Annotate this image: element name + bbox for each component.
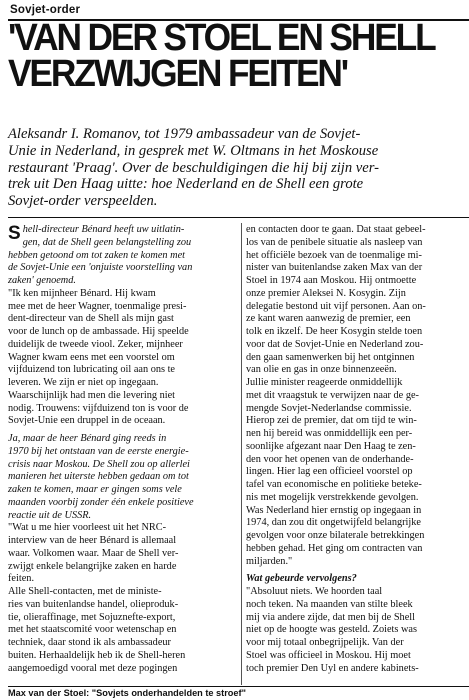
text-line: buiten. Herhaaldelijk heb ik de Shell-heren — [8, 649, 186, 661]
text-line: Sovjet-Unie een druppel in de oceaan. — [8, 415, 166, 427]
text-line: Stoel was officieel in Moskou. Hij moet — [246, 649, 411, 661]
text-line: gen, dat de Shell geen belangstelling zou — [22, 236, 192, 248]
text-line: den gaan samenwerken bij het ontginnen — [246, 351, 415, 363]
text-line: duidelijk de tweede viool. Zeker, mijnheer — [8, 338, 183, 350]
column-divider — [241, 223, 242, 685]
text-line: noch teken. Na maanden van stilte bleek — [246, 598, 413, 610]
left-para-2 — [8, 288, 236, 428]
footer-rule — [8, 686, 469, 687]
text-line: toch premier Den Uyl en andere kabinets- — [246, 662, 419, 674]
text-line: delegatie bestond uit vijf personen. Aan on- — [246, 300, 426, 312]
text-line: met dit vraagstuk te verwijzen naar de ge- — [246, 389, 419, 401]
intro-paragraph — [8, 126, 469, 210]
intro-line: Sovjet-order verspeelden. — [8, 193, 158, 210]
intro-line: restaurant 'Praag'. Over de beschuldigingen die hij bij zijn ver- — [8, 159, 380, 176]
right-column — [246, 224, 469, 675]
text-line: voor dat de Sovjet-Unie en Nederland zou- — [246, 338, 424, 350]
subheading: Wat gebeurde vervolgens? — [246, 573, 357, 585]
photo-caption: Max van der Stoel: "Sovjets onderhandelden te stroef" — [8, 688, 246, 698]
text-line: los van de penibele situatie als nasleep van — [246, 236, 423, 248]
text-line: "Wat u me hier voorleest uit het NRC- — [8, 522, 167, 534]
intro-line: trek uit Den Haag uitte: hoe Nederland en de Shell een grote — [8, 176, 364, 193]
text-line: nis met mogelijk verstrekkende gevolgen. — [246, 491, 419, 503]
drop-cap: S — [8, 223, 21, 244]
text-line: vijfduizend ton lubricating oil aan ons te — [8, 364, 175, 376]
text-line: Ja, maar de heer Bénard ging reeds in — [8, 433, 167, 444]
intro-line: Unie in Nederland, in gesprek met W. Oltmans in het Moskouse — [8, 142, 379, 159]
text-line: hebben getoond om tot zaken te komen met — [8, 249, 185, 261]
text-line: "Ik ken mijnheer Bénard. Hij kwam — [8, 287, 156, 299]
text-line: den voor het openen van de onderhande- — [246, 453, 414, 465]
text-line: miljarden." — [246, 555, 293, 567]
text-line: mij via andere zijde, dat men bij de Shell — [246, 611, 415, 623]
text-line: techniek, daar stond ik als ambassadeur — [8, 637, 171, 648]
right-para-1 — [246, 224, 469, 377]
headline-line: 'VAN DER STOEL EN SHELL — [8, 17, 435, 59]
text-line: interview van de heer Bénard is allemaal — [8, 535, 177, 546]
text-line: crisis naar Moskou. De Shell zou op allerlei — [8, 458, 190, 470]
text-line: zaken te komen, maar er gingen soms vele — [8, 484, 182, 495]
text-line: voor mij totaal onbegrijpelijk. Van der — [246, 637, 404, 648]
text-line: van olie en gas in onze binnenzeeën. — [246, 364, 397, 376]
text-line: maanden voorbij zonder één enkele positieve — [8, 496, 194, 508]
left-para-5 — [8, 586, 236, 675]
intro-line: Aleksandr I. Romanov, tot 1979 ambassadeur van de Sovjet- — [8, 126, 361, 142]
right-para-2 — [246, 377, 469, 568]
text-line: tafel van economische en politieke beteke- — [246, 479, 422, 490]
section-label: Sovjet-order — [10, 4, 81, 16]
text-line: de Sovjet-Unie een 'onjuiste voorstelling van — [8, 262, 193, 274]
text-line: soonlijke afgezant naar Den Haag te zen- — [246, 440, 416, 452]
headline — [8, 17, 445, 95]
text-line: ries van buitenlandse handel, olieproduk- — [8, 598, 179, 610]
text-line: nister van buitenlandse zaken Max van der — [246, 262, 423, 274]
text-line: en contacten door te gaan. Dat staat gebeel- — [246, 224, 426, 235]
right-para-3 — [246, 586, 469, 675]
left-column — [8, 224, 236, 675]
text-line: "Absoluut niets. We hoorden taal — [246, 586, 383, 597]
text-line: waar. Volkomen waar. Maar de Shell ver- — [8, 547, 179, 559]
left-para-4 — [8, 522, 236, 586]
text-line: nodig. Trouwens: vijfduizend ton is voor de — [8, 402, 189, 414]
headline-line: VERZWIJGEN FEITEN' — [8, 53, 348, 95]
text-line: nen hij bereid was onmiddellijk een per- — [246, 428, 413, 439]
text-line: voor de lunch op de ambassade. Hij speelde — [8, 326, 189, 337]
text-line: met het staatscomité voor wetenschap en — [8, 624, 177, 636]
text-line: tie, olieraffinage, met Sojuznefte-export, — [8, 611, 176, 623]
text-line: niet op de hoogte was gesteld. Zoiets was — [246, 624, 418, 636]
text-line: tolk en ikzelf. De heer Kosygin stelde toen — [246, 326, 423, 337]
text-line: zwijgt enkele belangrijke zaken en harde — [8, 560, 177, 572]
text-line: Alle Shell-contacten, met de ministe- — [8, 586, 162, 597]
left-para-3 — [8, 433, 236, 522]
text-line: Was Nederland hier ernstig op ingegaan in — [246, 504, 422, 516]
text-line: mee met de heer Wagner, toenmalige presi- — [8, 300, 187, 312]
text-line: ze kant waren aanwezig de premier, een — [246, 313, 411, 325]
text-line: feiten. — [8, 573, 35, 585]
text-line: Hierop zei de premier, dat om tijd te win- — [246, 415, 417, 427]
text-line: hell-directeur Bénard heeft uw uitlatin- — [22, 224, 185, 235]
text-line: mengde Sovjet-Nederlandse commissie. — [246, 402, 412, 414]
text-line: Waarschijnlijk had men die levering niet — [8, 389, 176, 401]
text-line: het officiële bezoek van de toenmalige mi- — [246, 249, 422, 261]
text-line: manieren het uiterste hebben gedaan om tot — [8, 471, 189, 483]
text-line: Jullie minister reageerde onmiddellijk — [246, 377, 403, 388]
text-line: 1974, dan zou dit ongetwijfeld belangrijke — [246, 517, 422, 529]
text-line: leveren. We zijn er niet op ingegaan. — [8, 377, 159, 388]
text-line: reactie uit de USSR. — [8, 509, 92, 521]
text-line: Wagner kwam eens met een voorstel om — [8, 351, 175, 363]
text-line: zaken' genoemd. — [8, 275, 76, 286]
text-line: gevolgen voor onze bilaterale betrekkingen — [246, 530, 425, 541]
text-line: dent-directeur van de Shell als mijn gast — [8, 313, 174, 325]
text-line: lingen. Hier lag een officieel voorstel op — [246, 466, 413, 478]
text-line: 1970 bij het ontstaan van de eerste energie- — [8, 445, 189, 457]
text-line: Stoel in 1974 aan Moskou. Hij ontmoette — [246, 275, 417, 286]
text-line: aangemoedigd vooral met deze pogingen — [8, 662, 178, 674]
text-line: hebben gehad. Het ging om contracten van — [246, 542, 423, 554]
left-para-1 — [8, 224, 236, 288]
intro-rule — [8, 217, 469, 218]
text-line: onze premier Aleksei N. Kosygin. Zijn — [246, 287, 406, 299]
